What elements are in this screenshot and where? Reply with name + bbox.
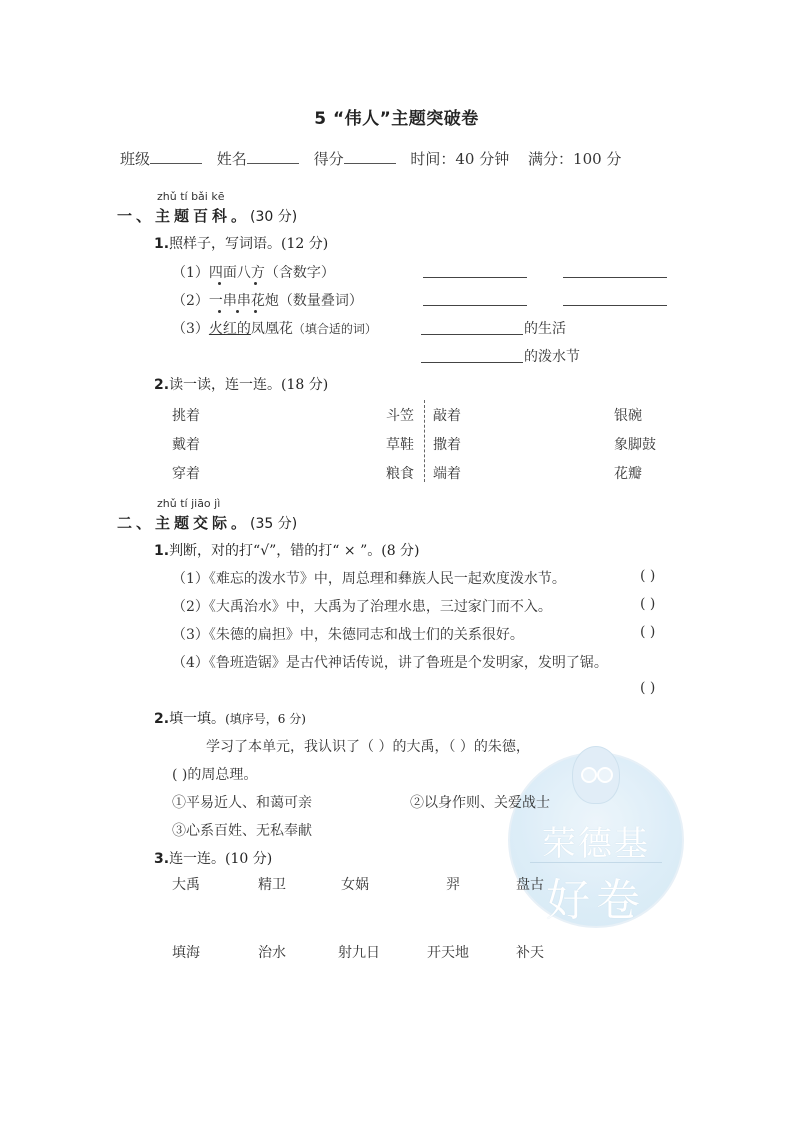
item-number: （3）: [172, 321, 209, 337]
match-right-col1: [433, 402, 461, 489]
question-number: 1.: [154, 543, 170, 559]
option-1: ①平易近人、和蔼可亲: [172, 795, 312, 811]
section1-pinyin: zhǔ tí bǎi kē: [157, 190, 225, 203]
emphasis-dot: [236, 310, 239, 313]
match-top-5[interactable]: 盘古: [516, 877, 544, 893]
answer-blank[interactable]: [563, 277, 667, 278]
match-bottom-1[interactable]: 填海: [172, 945, 200, 961]
option-3: ③心系百姓、无私奉献: [172, 823, 312, 839]
judge-answer-paren[interactable]: ( ): [640, 596, 656, 612]
q1-2-prompt: [154, 374, 328, 394]
watermark-divider: [530, 862, 662, 863]
score-label: 得分: [313, 150, 344, 168]
mascot-eye: [581, 767, 597, 783]
suffix-text: 的泼水节: [524, 349, 580, 365]
match-bottom-3[interactable]: 射九日: [338, 945, 380, 961]
match-word[interactable]: 草鞋: [386, 437, 414, 453]
item-number: （2）: [172, 293, 209, 309]
option-2: ②以身作则、关爱战士: [410, 795, 550, 811]
underlined-word: 火红的: [208, 321, 251, 337]
judge-answer-paren[interactable]: ( ): [640, 624, 656, 640]
match-left-col1: [172, 402, 200, 489]
section1-points: (30 分): [250, 209, 298, 225]
match-bottom-5[interactable]: 补天: [516, 945, 544, 961]
match-word[interactable]: 戴着: [172, 437, 200, 453]
hint-text: （含数字）: [264, 265, 335, 281]
hint-text: (填序号，6 分): [225, 712, 306, 726]
match-word[interactable]: 斗笠: [386, 408, 414, 424]
suffix-text: 的生活: [524, 321, 566, 337]
section2-title: 二、主题交际。: [117, 514, 251, 532]
match-right-col2: [614, 402, 656, 489]
match-left-col2: [376, 402, 414, 489]
match-word[interactable]: 穿着: [172, 466, 200, 482]
emphasis-dot: [254, 282, 257, 285]
answer-blank[interactable]: [421, 362, 523, 363]
score-field[interactable]: [344, 149, 396, 164]
match-word[interactable]: 粮食: [386, 466, 414, 482]
q2-3-prompt: [154, 848, 272, 868]
q1-1-item-1: [172, 262, 335, 282]
column-divider: [424, 400, 425, 482]
example-word: 四面八方: [208, 265, 265, 281]
q1-1-item-2: [172, 290, 363, 310]
match-word[interactable]: 花瓣: [614, 466, 642, 482]
judge-answer-paren[interactable]: ( ): [640, 568, 656, 584]
example-word: 一串串花炮: [208, 293, 279, 309]
answer-blank[interactable]: [563, 305, 667, 306]
question-number: 3.: [154, 851, 170, 867]
match-top-2[interactable]: 精卫: [258, 877, 286, 893]
match-top-3[interactable]: 女娲: [341, 877, 369, 893]
question-number: 1.: [154, 236, 170, 252]
section1-heading: [117, 205, 297, 226]
answer-blank[interactable]: [423, 305, 527, 306]
match-word[interactable]: 银碗: [614, 408, 642, 424]
class-label: 班级: [120, 150, 151, 168]
name-label: 姓名: [216, 150, 247, 168]
judge-item-3: （3）《朱德的扁担》中，朱德同志和战士们的关系很好。: [172, 627, 524, 643]
watermark-logo: [508, 752, 684, 928]
item-number: （1）: [172, 265, 209, 281]
match-top-1[interactable]: 大禹: [172, 877, 200, 893]
match-bottom-4[interactable]: 开天地: [427, 945, 469, 961]
question-text: 读一读，连一连。(18 分): [169, 377, 329, 393]
watermark-brand: 荣德基: [542, 824, 650, 864]
match-top-4[interactable]: 羿: [446, 877, 460, 893]
question-text: 判断，对的打“√”，错的打“ × ”。(8 分): [169, 543, 420, 559]
match-word[interactable]: 撒着: [433, 437, 461, 453]
judge-item-1: （1）《难忘的泼水节》中，周总理和彝族人民一起欢度泼水节。: [172, 571, 566, 587]
full-score: 满分：100 分: [528, 150, 622, 168]
hint-text: （填合适的词）: [292, 322, 377, 336]
name-field[interactable]: [247, 149, 299, 164]
question-number: 2.: [154, 377, 170, 393]
match-bottom-2[interactable]: 治水: [258, 945, 286, 961]
match-word[interactable]: 端着: [433, 466, 461, 482]
page-title: 5 “伟人”主题突破卷: [314, 109, 479, 129]
match-word[interactable]: 挑着: [172, 408, 200, 424]
answer-blank[interactable]: [421, 334, 523, 335]
emphasis-dot: [218, 282, 221, 285]
question-text: 照样子，写词语。(12 分): [169, 236, 329, 252]
mascot-icon: [572, 746, 620, 804]
answer-blank[interactable]: [423, 277, 527, 278]
q2-2-prompt: [154, 708, 306, 728]
mascot-eye: [597, 767, 613, 783]
student-info-row: [120, 148, 621, 169]
q1-1-prompt: [154, 233, 328, 253]
fill-sentence-line1: 学习了本单元，我认识了（ ）的大禹，（ ）的朱德，: [206, 739, 530, 755]
fill-sentence-line2: ( )的周总理。: [172, 767, 258, 783]
q2-1-prompt: [154, 540, 420, 560]
time-limit: 时间：40 分钟: [410, 150, 510, 168]
judge-item-4: （4）《鲁班造锯》是古代神话传说，讲了鲁班是个发明家，发明了锯。: [172, 655, 608, 671]
section2-pinyin: zhǔ tí jiāo jì: [157, 497, 221, 510]
hint-text: （数量叠词）: [278, 293, 363, 309]
question-text: 连一连。(10 分): [169, 851, 273, 867]
watermark-tagline: 好卷: [546, 875, 646, 926]
section1-title: 一、主题百科。: [117, 207, 251, 225]
section2-heading: [117, 512, 297, 533]
match-word[interactable]: 敲着: [433, 408, 461, 424]
judge-answer-paren[interactable]: ( ): [640, 680, 656, 696]
emphasis-dot: [218, 310, 221, 313]
class-field[interactable]: [150, 149, 202, 164]
example-word: 凤凰花: [250, 321, 293, 337]
q1-1-item-3: [172, 318, 377, 338]
judge-item-2: （2）《大禹治水》中，大禹为了治理水患，三过家门而不入。: [172, 599, 552, 615]
question-number: 2.: [154, 711, 170, 727]
question-text: 填一填。: [169, 711, 226, 727]
section2-points: (35 分): [250, 516, 298, 532]
match-word[interactable]: 象脚鼓: [614, 437, 656, 453]
emphasis-dot: [254, 310, 257, 313]
